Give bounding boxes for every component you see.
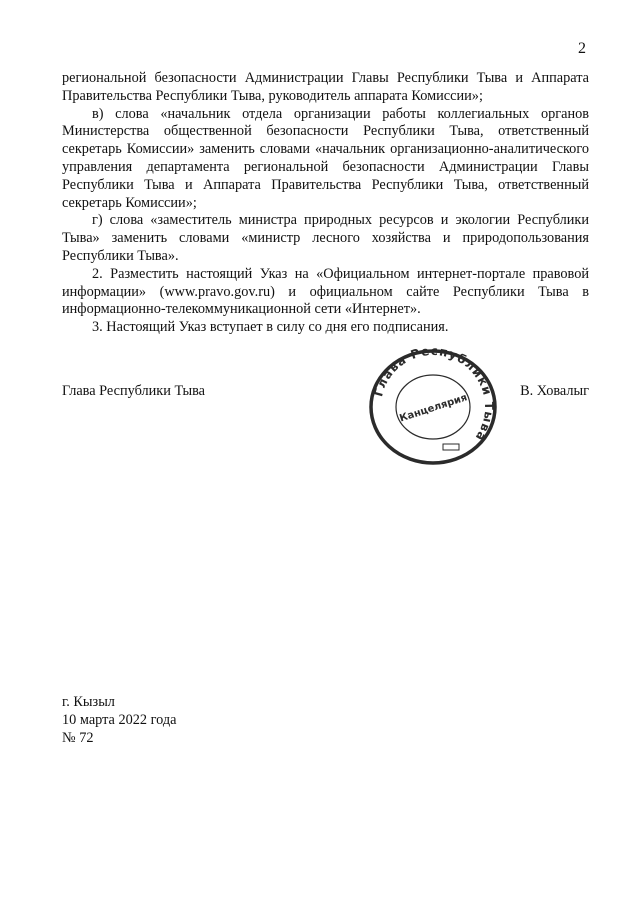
paragraph-point-3: 3. Настоящий Указ вступает в силу со дня его подписания. [92,319,449,336]
signer-name: В. Ховалыг [520,383,589,399]
paragraph-point-2: 2. Разместить настоящий Указ на «Официальном интернет-портале правовой информации» (www.pravo.gov.ru) и официальном сайте Республики Тыва в информационно-телекоммуникационной сети «Интернет». [62,265,589,318]
stamp-serial-mark [443,444,459,450]
signer-title: Глава Республики Тыва [62,383,205,399]
paragraph-item-v: в) слова «начальник отдела организации работы коллегиальных органов Министерства общественной безопасности Республики Тыва, ответственный секретарь Комиссии» заменить словами «начальник организационно-аналитического управления департамента региональной безопасности Администрации Главы Республики Тыва и Аппарата Правительства Республики Тыва, ответственный секретарь Комиссии»; [62,105,589,211]
document-footer [62,694,177,747]
page-number: 2 [578,40,586,57]
official-stamp [361,344,505,470]
footer-date: 10 марта 2022 года [62,711,177,728]
document-body [62,70,589,337]
paragraph-continuation: региональной безопасности Администрации Главы Республики Тыва и Аппарата Правительства Республики Тыва, руководитель аппарата Комиссии»; [62,70,589,104]
footer-number: № 72 [62,729,94,746]
stamp-center-text: Канцелярия [398,392,469,425]
footer-city: г. Кызыл [62,694,115,710]
paragraph-item-g: г) слова «заместитель министра природных ресурсов и экологии Республики Тыва» заменить словами «министр лесного хозяйства и природопользования Республики Тыва». [62,212,589,264]
signature-block [62,383,589,403]
stamp-ring-text: Глава Республики Тыва [371,344,497,445]
